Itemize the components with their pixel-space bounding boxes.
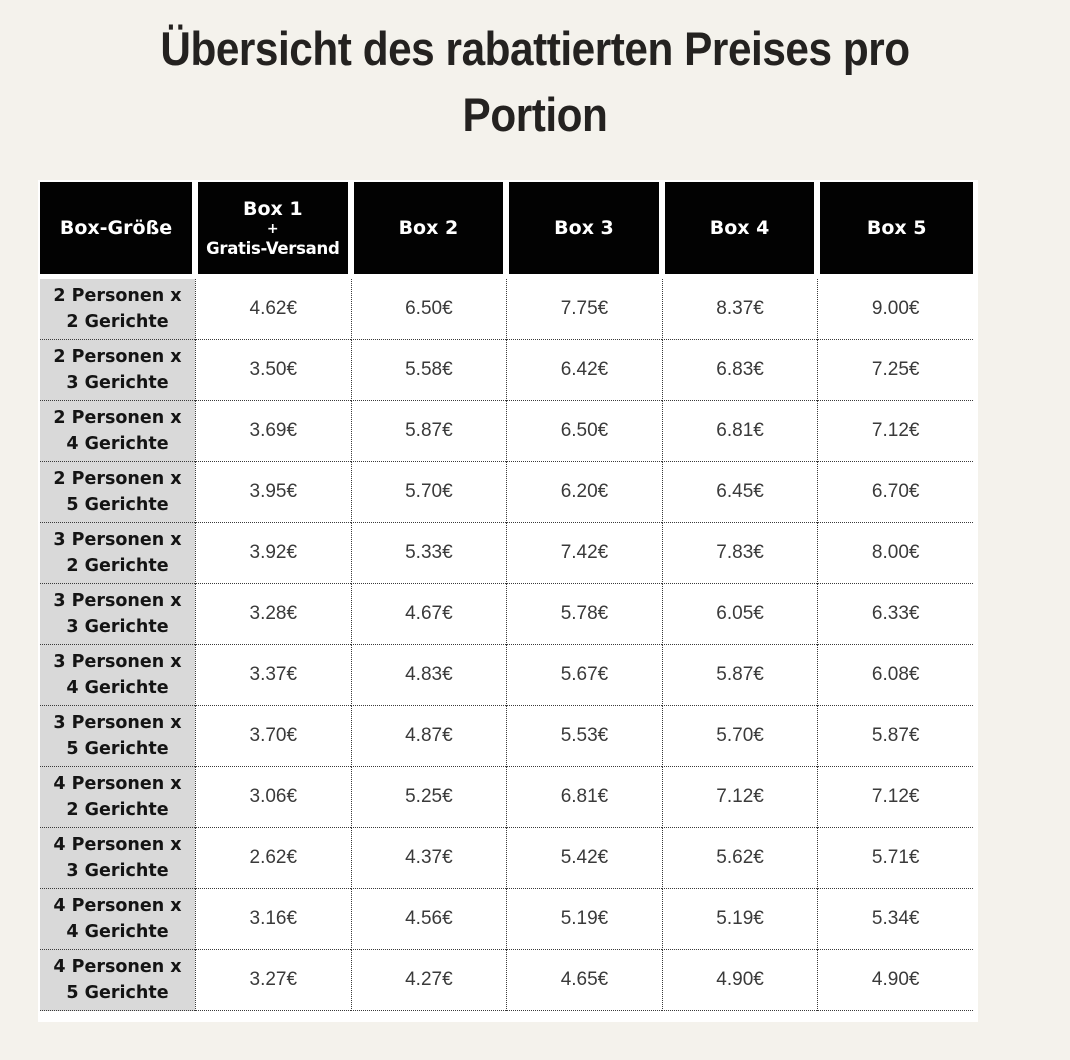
price-cell: 5.70€	[351, 462, 507, 523]
page-title	[0, 16, 1070, 148]
price-cell: 5.87€	[662, 645, 818, 706]
price-cell: 7.25€	[817, 340, 973, 401]
table-row	[40, 279, 973, 340]
row-label-box-size	[40, 462, 195, 523]
column-header-box-5	[817, 182, 973, 279]
row-label-line1: 4 Personen x	[53, 835, 182, 855]
row-label-box-size	[40, 767, 195, 828]
price-cell: 5.34€	[817, 889, 973, 950]
price-cell: 6.45€	[662, 462, 818, 523]
price-cell: 6.70€	[817, 462, 973, 523]
row-label-line2: 3 Gerichte	[66, 373, 169, 393]
price-cell: 4.62€	[195, 279, 351, 340]
price-cell: 6.81€	[662, 401, 818, 462]
column-header-box-3	[506, 182, 662, 279]
price-cell: 5.33€	[351, 523, 507, 584]
row-label-line2: 2 Gerichte	[66, 556, 169, 576]
price-cell: 3.16€	[195, 889, 351, 950]
row-label-box-size	[40, 523, 195, 584]
price-cell: 7.12€	[662, 767, 818, 828]
price-cell: 6.33€	[817, 584, 973, 645]
price-cell: 6.05€	[662, 584, 818, 645]
column-header-label: Box 2	[398, 217, 459, 239]
price-cell: 6.50€	[351, 279, 507, 340]
price-cell: 5.78€	[506, 584, 662, 645]
row-label-line2: 5 Gerichte	[66, 495, 169, 515]
price-cell: 5.87€	[351, 401, 507, 462]
row-label-line2: 3 Gerichte	[66, 861, 169, 881]
column-header-box-2	[351, 182, 507, 279]
price-cell: 9.00€	[817, 279, 973, 340]
table-row	[40, 950, 973, 1011]
price-cell: 8.00€	[817, 523, 973, 584]
column-header-label: Box 1	[242, 198, 303, 220]
price-cell: 4.27€	[351, 950, 507, 1011]
row-label-line1: 4 Personen x	[53, 896, 182, 916]
price-cell: 7.75€	[506, 279, 662, 340]
price-cell: 5.67€	[506, 645, 662, 706]
table-row	[40, 645, 973, 706]
row-label-box-size	[40, 889, 195, 950]
row-label-line2: 2 Gerichte	[66, 312, 169, 332]
row-label-box-size	[40, 340, 195, 401]
price-cell: 5.25€	[351, 767, 507, 828]
row-label-line1: 2 Personen x	[53, 347, 182, 367]
table-row	[40, 706, 973, 767]
row-label-box-size	[40, 706, 195, 767]
table-row	[40, 889, 973, 950]
price-cell: 3.70€	[195, 706, 351, 767]
price-cell: 4.90€	[817, 950, 973, 1011]
table-row	[40, 767, 973, 828]
price-cell: 5.62€	[662, 828, 818, 889]
price-table-head	[40, 182, 973, 279]
price-cell: 2.62€	[195, 828, 351, 889]
column-header-box-1	[195, 182, 351, 279]
price-cell: 6.50€	[506, 401, 662, 462]
column-header-label: Box-Größe	[59, 217, 173, 239]
price-cell: 3.28€	[195, 584, 351, 645]
price-cell: 5.87€	[817, 706, 973, 767]
row-label-line1: 4 Personen x	[53, 957, 182, 977]
price-cell: 4.90€	[662, 950, 818, 1011]
price-cell: 5.71€	[817, 828, 973, 889]
column-header-box-4	[662, 182, 818, 279]
table-row	[40, 584, 973, 645]
page-title-line1: Übersicht des rabattierten Preises pro	[160, 22, 910, 75]
row-label-line2: 4 Gerichte	[66, 922, 169, 942]
price-cell: 4.87€	[351, 706, 507, 767]
price-cell: 3.69€	[195, 401, 351, 462]
row-label-line1: 3 Personen x	[53, 530, 182, 550]
row-label-box-size	[40, 828, 195, 889]
price-cell: 5.19€	[662, 889, 818, 950]
row-label-line1: 2 Personen x	[53, 469, 182, 489]
row-label-line2: 4 Gerichte	[66, 678, 169, 698]
price-cell: 4.67€	[351, 584, 507, 645]
header-row	[40, 182, 973, 279]
price-cell: 3.95€	[195, 462, 351, 523]
row-label-box-size	[40, 401, 195, 462]
row-label-line2: 4 Gerichte	[66, 434, 169, 454]
column-header-label: Box 4	[709, 217, 770, 239]
price-cell: 5.53€	[506, 706, 662, 767]
price-cell: 7.12€	[817, 401, 973, 462]
row-label-line1: 3 Personen x	[53, 652, 182, 672]
row-label-line1: 4 Personen x	[53, 774, 182, 794]
table-row	[40, 523, 973, 584]
table-row	[40, 401, 973, 462]
column-header-plus: +	[266, 221, 279, 237]
column-header-sublabel: Gratis-Versand	[206, 239, 340, 258]
price-cell: 3.27€	[195, 950, 351, 1011]
price-cell: 4.56€	[351, 889, 507, 950]
row-label-line2: 2 Gerichte	[66, 800, 169, 820]
row-label-line2: 3 Gerichte	[66, 617, 169, 637]
price-cell: 4.37€	[351, 828, 507, 889]
price-cell: 5.42€	[506, 828, 662, 889]
row-label-line1: 2 Personen x	[53, 408, 182, 428]
price-cell: 5.58€	[351, 340, 507, 401]
row-label-line2: 5 Gerichte	[66, 739, 169, 759]
price-cell: 7.42€	[506, 523, 662, 584]
price-cell: 3.92€	[195, 523, 351, 584]
row-label-box-size	[40, 645, 195, 706]
price-cell: 5.70€	[662, 706, 818, 767]
price-cell: 3.50€	[195, 340, 351, 401]
page-title-line2: Portion	[462, 88, 608, 141]
row-label-line1: 3 Personen x	[53, 713, 182, 733]
price-table-body	[40, 279, 973, 1011]
price-cell: 4.83€	[351, 645, 507, 706]
price-cell: 7.12€	[817, 767, 973, 828]
price-cell: 3.37€	[195, 645, 351, 706]
row-label-box-size	[40, 584, 195, 645]
price-cell: 6.83€	[662, 340, 818, 401]
column-header-label: Box 5	[866, 217, 927, 239]
price-cell: 7.83€	[662, 523, 818, 584]
price-cell: 4.65€	[506, 950, 662, 1011]
price-cell: 6.08€	[817, 645, 973, 706]
table-row	[40, 462, 973, 523]
price-cell: 6.42€	[506, 340, 662, 401]
price-table-wrapper	[38, 180, 978, 1022]
price-cell: 6.81€	[506, 767, 662, 828]
row-label-box-size	[40, 279, 195, 340]
price-cell: 8.37€	[662, 279, 818, 340]
column-header-box-size	[40, 182, 195, 279]
price-cell: 6.20€	[506, 462, 662, 523]
page	[0, 16, 1070, 1060]
row-label-box-size	[40, 950, 195, 1011]
column-header-label: Box 3	[554, 217, 614, 239]
row-label-line1: 3 Personen x	[53, 591, 182, 611]
price-cell: 5.19€	[506, 889, 662, 950]
price-table	[40, 182, 973, 1011]
price-cell: 3.06€	[195, 767, 351, 828]
row-label-line1: 2 Personen x	[53, 286, 182, 306]
table-row	[40, 828, 973, 889]
table-row	[40, 340, 973, 401]
row-label-line2: 5 Gerichte	[66, 983, 169, 1003]
